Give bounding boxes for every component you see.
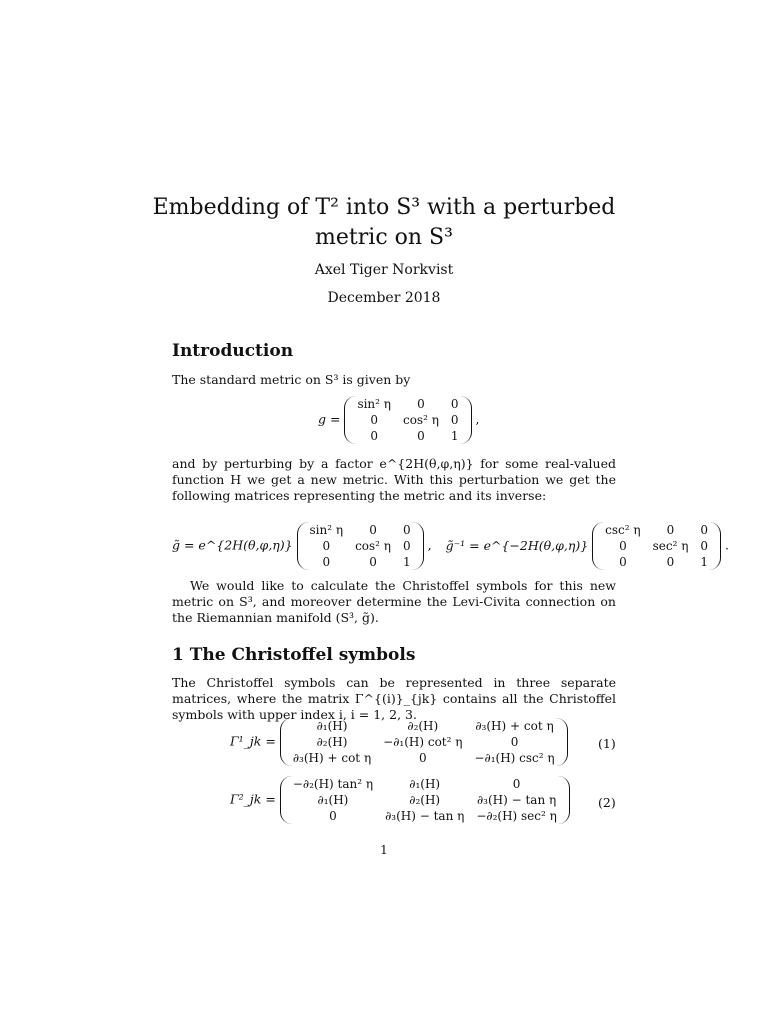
matrix-cell: −∂₁(H) csc² η [474,751,555,765]
matrix-row [351,428,464,444]
matrix-cell: −∂₂(H) sec² η [476,809,557,823]
matrix-row [304,538,417,554]
matrix-cell: 0 [450,413,459,427]
standard-metric-equation [318,396,480,444]
matrix-cell: −∂₁(H) cot² η [383,735,463,749]
matrix-cell: ∂₁(H) [317,793,349,807]
matrix-cell: 0 [450,397,459,411]
title-line-2: metric on S³ [315,225,453,250]
matrix-cell: 0 [418,751,427,765]
matrix-cell: 1 [402,555,411,569]
matrix-cell: ∂₂(H) [316,735,348,749]
matrix-row [599,538,714,554]
matrix-cell: sin² η [309,523,344,537]
equation-2 [230,776,570,824]
matrix-cell: 0 [700,539,709,553]
paper-title [0,193,768,253]
matrix-cell: 0 [417,429,425,443]
matrix-cell: ∂₂(H) [407,719,439,733]
intro-paragraph-2: and by perturbing by a factor e^{2H(θ,φ,η)} for some real-valued function H we get a new metric. With this perturbation we get the following matrices representing the metric and its inverse: [172,456,616,503]
date: December 2018 [327,290,441,306]
g-matrix [344,396,471,444]
section-1-paragraph: The Christoffel symbols can be represented in three separate matrices, where the matrix Γ^{(i)}_{jk} contains all the Christoffel symbols with upper index i, i = 1, 2, 3. [172,675,616,722]
intro-paragraph-3: We would like to calculate the Christoffel symbols for this new metric on S³, and moreover determine the Levi-Civita connection on the Riemannian manifold (S³, g̃). [172,578,616,625]
gt-sep: , [427,537,432,553]
eq1-label: Γ¹_jk = [230,733,276,749]
matrix-cell: 0 [619,539,627,553]
eq2-label: Γ²_jk = [230,791,276,807]
gt-matrix-table [304,522,417,570]
matrix-cell: 0 [619,555,627,569]
matrix-row [599,522,714,538]
matrix-row [287,734,561,750]
matrix-cell: 0 [370,413,379,427]
eq2-matrix-table [287,776,563,824]
matrix-cell: 0 [322,555,331,569]
matrix-cell: 0 [666,555,675,569]
matrix-cell: 0 [700,523,709,537]
matrix-cell: ∂₃(H) + cot η [475,719,554,733]
matrix-cell: −∂₂(H) tan² η [292,777,374,791]
gt-label: g̃ = e^{2H(θ,φ,η)} [172,537,293,553]
matrix-row [351,396,464,412]
matrix-cell: 0 [666,523,675,537]
gti-tail: . [725,537,729,553]
intro-paragraph-1: The standard metric on S³ is given by [172,372,411,387]
matrix-cell: ∂₂(H) [409,793,441,807]
matrix-row [599,554,714,570]
matrix-cell: 0 [370,429,379,443]
matrix-cell: 0 [329,809,337,823]
matrix-cell: 0 [322,539,331,553]
eq1-matrix [280,718,568,766]
matrix-row [287,750,561,766]
intro-heading: Introduction [172,341,294,361]
matrix-cell: 1 [700,555,709,569]
matrix-row [287,808,563,824]
gti-label: g̃⁻¹ = e^{−2H(θ,φ,η)} [445,537,589,553]
matrix-cell: 0 [402,539,411,553]
matrix-cell: 0 [402,523,411,537]
page-number: 1 [380,843,388,857]
title-line-1: Embedding of T² into S³ with a perturbed [152,195,616,220]
g-matrix-table [351,396,464,444]
equation-2-number: (2) [598,795,616,810]
perturbed-metric-equation [172,522,729,570]
equation-1 [230,718,568,766]
equation-1-number: (1) [598,736,616,751]
matrix-cell: 0 [510,735,519,749]
matrix-row [351,412,464,428]
matrix-row [287,776,563,792]
matrix-cell: 0 [369,555,377,569]
matrix-cell: ∂₃(H) − tan η [385,809,465,823]
matrix-cell: sec² η [652,539,689,553]
gt-matrix [297,522,424,570]
matrix-row [304,522,417,538]
matrix-cell: ∂₁(H) [409,777,441,791]
matrix-cell: sin² η [357,397,391,411]
section-1-heading: 1 The Christoffel symbols [172,645,416,665]
matrix-cell: ∂₃(H) − tan η [476,793,557,807]
g-label: g = [318,411,341,427]
matrix-cell: cos² η [402,413,439,427]
eq2-matrix [280,776,570,824]
matrix-row [287,718,561,734]
g-tail: , [475,411,480,427]
matrix-cell: csc² η [605,523,641,537]
matrix-cell: 0 [512,777,521,791]
matrix-row [304,554,417,570]
matrix-cell: ∂₃(H) + cot η [292,751,372,765]
matrix-row [287,792,563,808]
eq1-matrix-table [287,718,561,766]
matrix-cell: ∂₁(H) [316,719,348,733]
author: Axel Tiger Norkvist [314,262,454,278]
matrix-cell: cos² η [355,539,391,553]
matrix-cell: 0 [369,523,377,537]
matrix-cell: 0 [417,397,425,411]
gti-matrix [592,522,721,570]
matrix-cell: 1 [450,429,459,443]
gti-matrix-table [599,522,714,570]
